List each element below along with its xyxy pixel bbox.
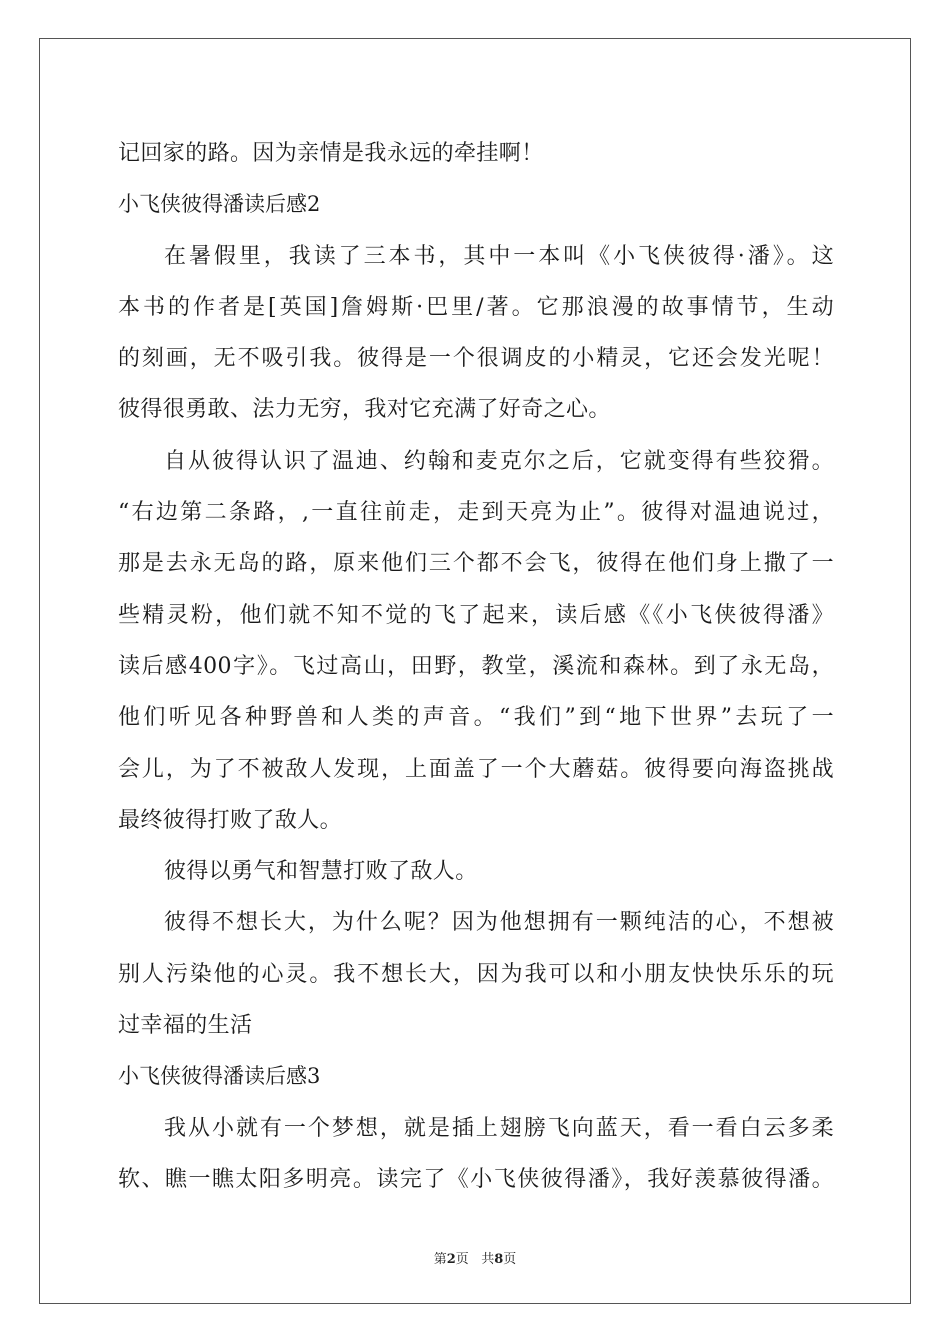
text-line: 别人污染他的心灵。我不想长大，因为我可以和小朋友快快乐乐的玩 (118, 961, 834, 987)
text-line: 他们听见各种野兽和人类的声音。“我们”到“地下世界”去玩了一 (118, 705, 834, 731)
paragraph-first-line: 彼得以勇气和智慧打败了敌人。 (164, 859, 478, 885)
paragraph-first-line: 我从小就有一个梦想，就是插上翅膀飞向蓝天，看一看白云多柔 (164, 1115, 834, 1141)
text-line: 会儿，为了不被敌人发现，上面盖了一个大蘑菇。彼得要向海盗挑战 (118, 756, 834, 782)
paragraph-last-line: 过幸福的生活 (118, 1013, 253, 1039)
text-line: 的刻画，无不吸引我。彼得是一个很调皮的小精灵，它还会发光呢！ (118, 346, 834, 372)
text-line: 读后感400字》。飞过高山，田野，教堂，溪流和森林。到了永无岛， (118, 653, 834, 679)
section-heading: 小飞侠彼得潘读后感3 (118, 1064, 321, 1089)
section-heading: 小飞侠彼得潘读后感2 (118, 192, 321, 217)
footer-total-suffix: 页 (503, 1252, 517, 1267)
page-footer (0, 1248, 950, 1267)
paragraph-last-line: 最终彼得打败了敌人。 (118, 807, 343, 833)
paragraph-first-line: 在暑假里，我读了三本书，其中一本叫《小飞侠彼得·潘》。这 (164, 243, 834, 269)
text-line: 本书的作者是[英国]詹姆斯·巴里/著。它那浪漫的故事情节，生动 (118, 294, 834, 320)
document-body (118, 128, 834, 1205)
text-line: 些精灵粉，他们就不知不觉的飞了起来，读后感《《小飞侠彼得潘》 (118, 602, 834, 628)
paragraph-last-line: 彼得很勇敢、法力无穷，我对它充满了好奇之心。 (118, 397, 611, 423)
paragraph-first-line: 彼得不想长大，为什么呢？因为他想拥有一颗纯洁的心，不想被 (164, 910, 834, 936)
text-line: 那是去永无岛的路，原来他们三个都不会飞，彼得在他们身上撒了一 (118, 551, 834, 577)
paragraph-last-line: 记回家的路。因为亲情是我永远的牵挂啊！ (118, 141, 544, 166)
text-line: 软、瞧一瞧太阳多明亮。读完了《小飞侠彼得潘》，我好羡慕彼得潘。 (118, 1166, 834, 1192)
paragraph-first-line: 自从彼得认识了温迪、约翰和麦克尔之后，它就变得有些狡猾。 (164, 448, 834, 474)
footer-total-prefix: 共 (481, 1252, 495, 1267)
footer-total-pages: 8 (494, 1252, 504, 1267)
footer-page-prefix: 第 (433, 1252, 447, 1267)
footer-page-suffix: 页 (455, 1252, 469, 1267)
footer-current-page: 2 (446, 1252, 456, 1267)
text-line: “右边第二条路，,一直往前走，走到天亮为止”。彼得对温迪说过， (118, 500, 834, 526)
